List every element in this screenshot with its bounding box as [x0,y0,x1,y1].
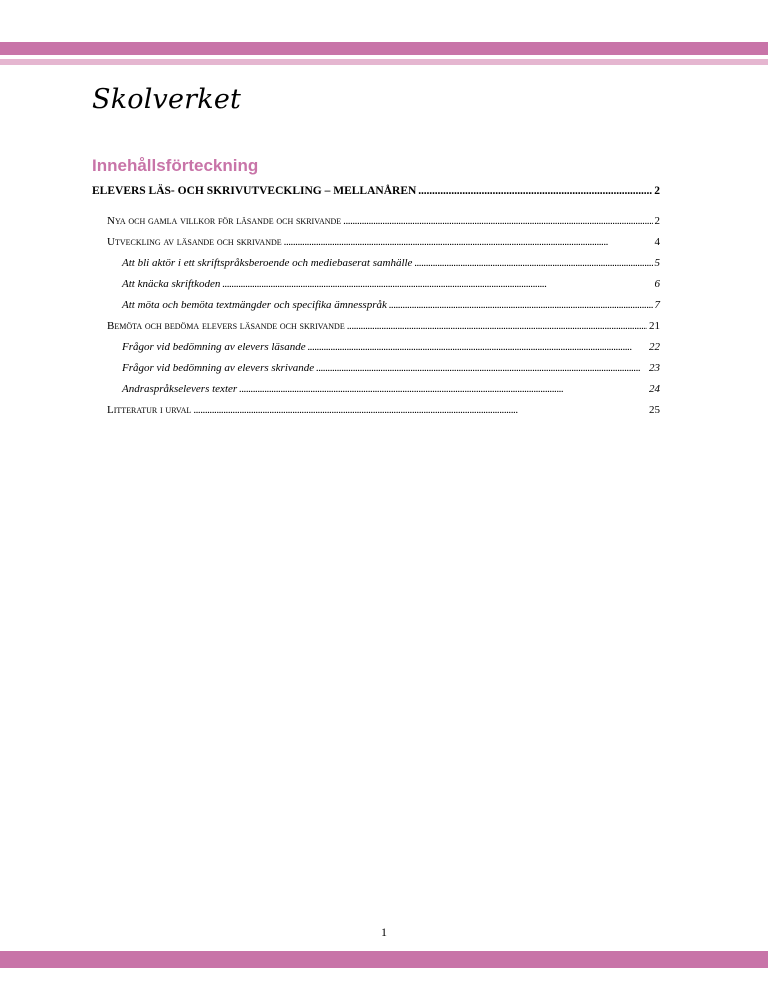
toc-entry[interactable] [92,184,660,198]
toc-entry-page: 5 [654,257,660,269]
dot-leader [418,184,652,198]
toc-entry-title: Frågor vid bedömning av elevers läsande [122,341,306,353]
toc-entry-title: Utveckling av läsande och skrivande [107,236,282,248]
toc-entry-title: ELEVERS LÄS- OCH SKRIVUTVECKLING – MELLANÅREN [92,185,417,197]
toc-entry-page: 4 [654,236,660,248]
toc-entry[interactable] [122,382,660,396]
top-decorative-band [0,42,768,55]
toc-entry[interactable] [107,214,660,228]
toc-entry-title: Att knäcka skriftkoden [122,278,221,290]
toc-entry-page: 7 [654,299,660,311]
toc-entry-title: Att bli aktör i ett skriftspråksberoende och mediebaserat samhälle [122,257,413,269]
toc-entry-title: Litteratur i urval [107,404,192,416]
dot-leader [284,235,653,249]
dot-leader [222,277,652,291]
toc-entry[interactable] [107,235,660,249]
toc-entry-page: 2 [654,215,660,227]
toc-entry-page: 2 [654,185,660,197]
toc-entry-page: 24 [649,383,660,395]
toc-entry[interactable] [122,361,660,375]
toc-entry-title: Andraspråkselevers texter [122,383,238,395]
dot-leader [316,361,647,375]
toc-entry-title: Bemöta och bedöma elevers läsande och skrivande [107,320,345,332]
toc-heading: Innehållsförteckning [92,156,259,175]
toc-entry-page: 22 [649,341,660,353]
toc-entry-page: 21 [649,320,660,332]
skolverket-logo: Skolverket [92,84,242,115]
page-number: 1 [381,925,387,939]
toc-entry[interactable] [122,340,660,354]
toc-entry[interactable] [122,277,660,291]
toc-entry-title: Frågor vid bedömning av elevers skrivande [122,362,315,374]
toc-entry-page: 25 [649,404,660,416]
dot-leader [414,256,652,270]
bottom-decorative-band [0,951,768,968]
dot-leader [239,382,647,396]
dot-leader [193,403,647,417]
dot-leader [308,340,647,354]
toc-entry[interactable] [107,319,660,333]
toc-entry[interactable] [122,256,660,270]
toc-entry-page: 23 [649,362,660,374]
top-decorative-thin-band [0,59,768,65]
toc-entry-page: 6 [654,278,660,290]
toc-entry-title: Att möta och bemöta textmängder och specifika ämnesspråk [122,299,387,311]
dot-leader [343,214,652,228]
dot-leader [389,298,653,312]
toc-entry[interactable] [107,403,660,417]
dot-leader [347,319,647,333]
toc-entry[interactable] [122,298,660,312]
toc-entry-title: Nya och gamla villkor för läsande och skrivande [107,215,342,227]
